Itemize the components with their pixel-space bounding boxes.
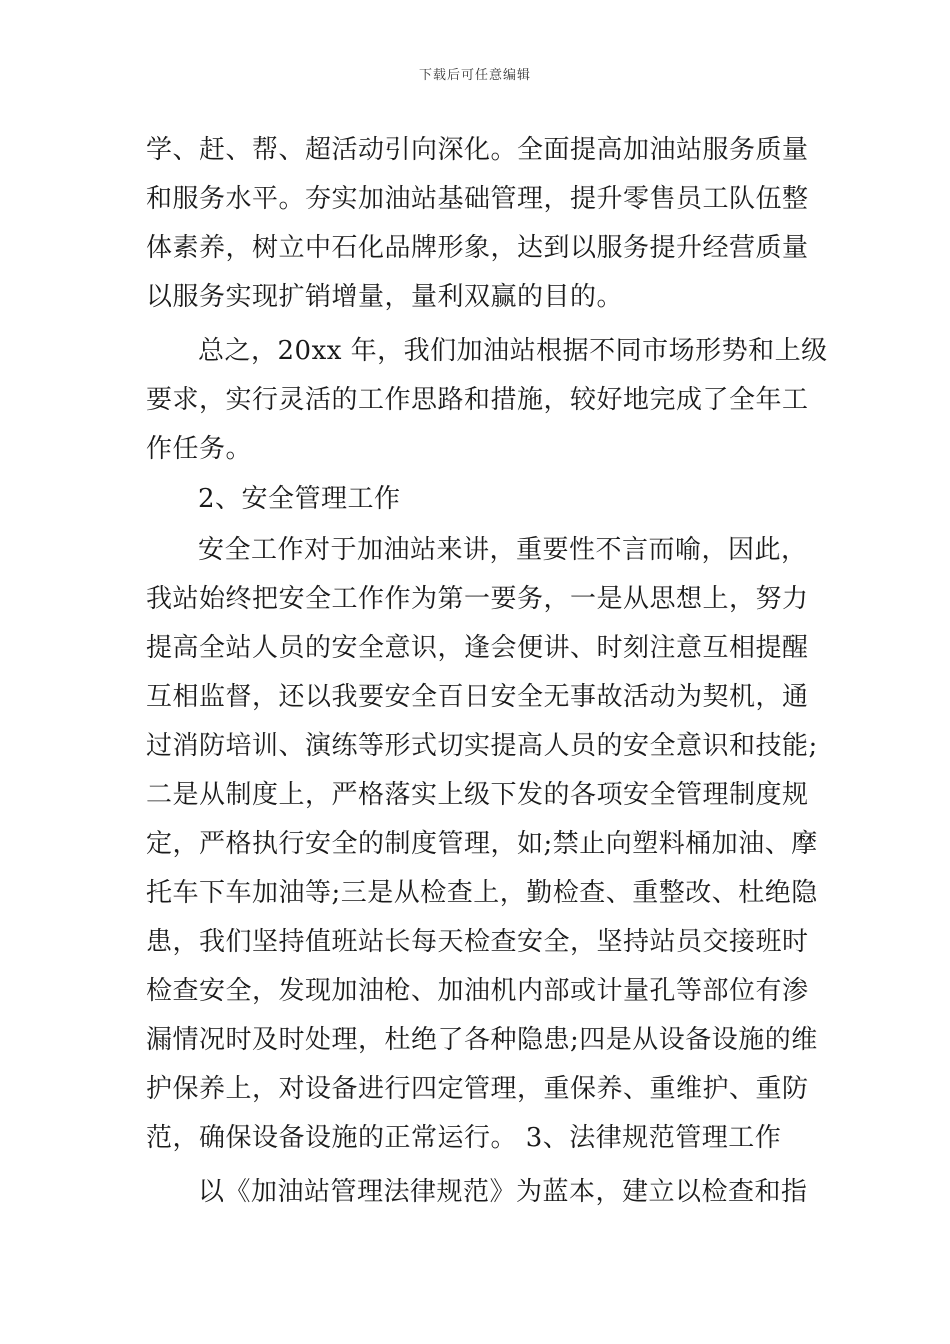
text-line: 范，确保设备设施的正常运行。 3、法律规范管理工作 — [146, 1123, 782, 1153]
text-line: 学、赶、帮、超活动引向深化。全面提高加油站服务质量 — [146, 135, 809, 165]
text-line: 安全工作对于加油站来讲，重要性不言而喻，因此， — [198, 535, 808, 565]
text-line: 我站始终把安全工作作为第一要务，一是从思想上，努力 — [146, 584, 809, 614]
text-line: 作任务。 — [146, 434, 253, 464]
page-header: 下载后可任意编辑 — [418, 68, 531, 83]
text-line: 二是从制度上，严格落实上级下发的各项安全管理制度规 — [146, 780, 809, 810]
text-line: 以《加油站管理法律规范》为蓝本，建立以检查和指 — [198, 1177, 808, 1207]
section-heading: 2、安全管理工作 — [198, 484, 401, 514]
text-line: 过消防培训、演练等形式切实提高人员的安全意识和技能; — [146, 731, 818, 761]
text-line: 患，我们坚持值班站长每天检查安全，坚持站员交接班时 — [146, 927, 809, 957]
text-line: 护保养上，对设备进行四定管理，重保养、重维护、重防 — [146, 1074, 809, 1104]
text-line: 提高全站人员的安全意识，逢会便讲、时刻注意互相提醒 — [146, 633, 809, 663]
text-line: 检查安全，发现加油枪、加油机内部或计量孔等部位有渗 — [146, 976, 809, 1006]
text-line: 总之，20xx 年，我们加油站根据不同市场形势和上级 — [198, 336, 828, 366]
text-line: 互相监督，还以我要安全百日安全无事故活动为契机，通 — [146, 682, 809, 712]
text-line: 托车下车加油等;三是从检查上，勤检查、重整改、杜绝隐 — [146, 878, 818, 908]
text-line: 漏情况时及时处理，杜绝了各种隐患;四是从设备设施的维 — [146, 1025, 818, 1055]
text-line: 定，严格执行安全的制度管理，如;禁止向塑料桶加油、摩 — [146, 829, 818, 859]
text-line: 要求，实行灵活的工作思路和措施，较好地完成了全年工 — [146, 385, 809, 415]
text-line: 和服务水平。夯实加油站基础管理，提升零售员工队伍整 — [146, 184, 809, 214]
text-line: 以服务实现扩销增量，量利双赢的目的。 — [146, 282, 624, 312]
text-line: 体素养，树立中石化品牌形象，达到以服务提升经营质量 — [146, 233, 809, 263]
